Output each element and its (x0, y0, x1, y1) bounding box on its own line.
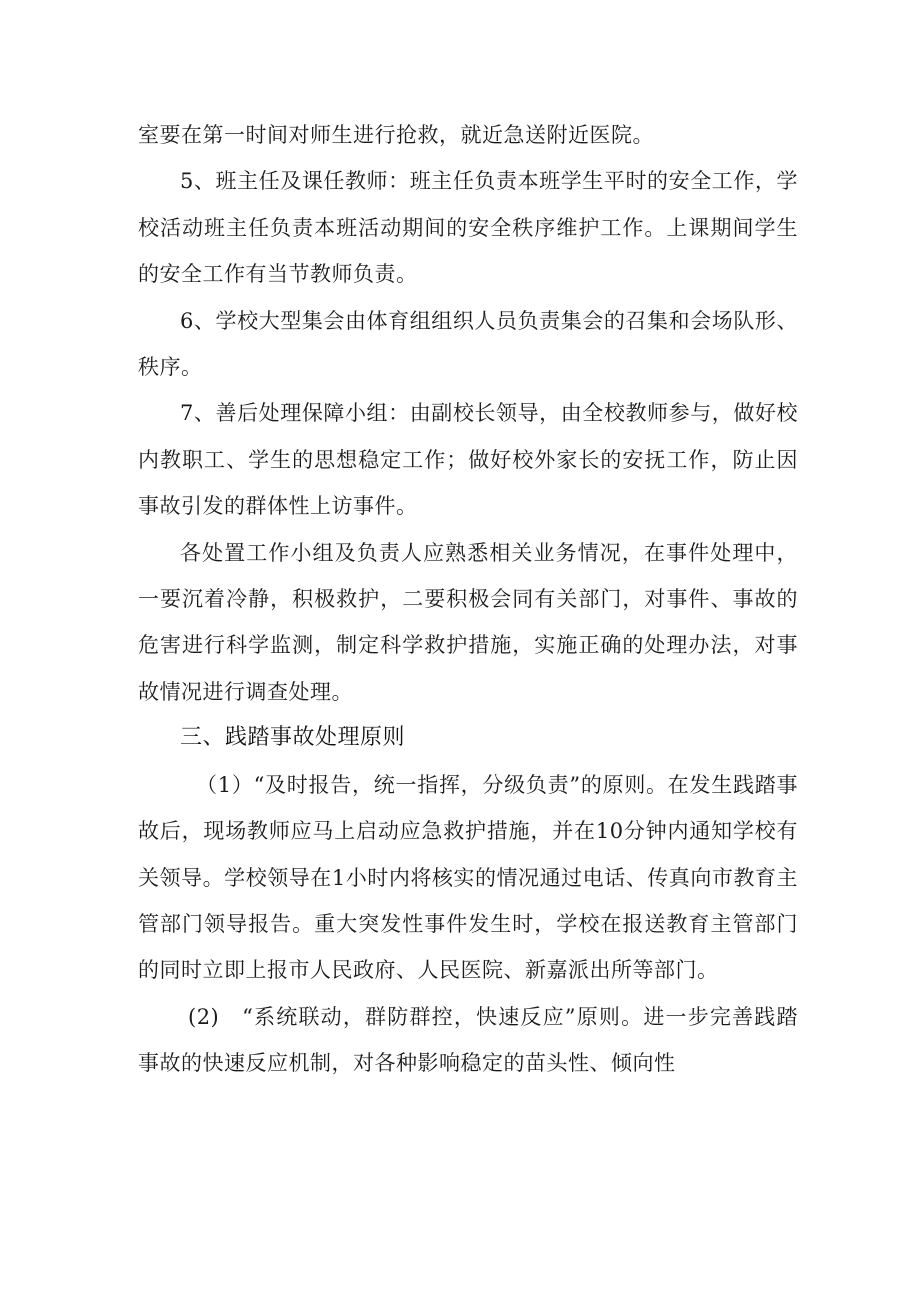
document-body (138, 112, 798, 1087)
paragraph-summary: 各处置工作小组及负责人应熟悉相关业务情况，在事件处理中，一要沉着冷静，积极救护，二要积极会同有关部门，对事件、事故的危害进行科学监测，制定科学救护措施，实施正确的处理办法，对事故情况进行调查处理。 (138, 540, 798, 704)
section-heading: 三、践踏事故处理原则 (180, 725, 406, 751)
paragraph-continuation: 室要在第一时间对师生进行抢救，就近急送附近医院。 (138, 123, 654, 147)
paragraph-item-6: 6、学校大型集会由体育组组织人员负责集会的召集和会场队形、秩序。 (138, 308, 798, 380)
principle-1: （1）“及时报告，统一指挥，分级负责”的原则。在发生践踏事故后，现场教师应马上启动应急救护措施，并在10分钟内通知学校有关领导。学校领导在1小时内将核实的情况通过电话、传真向市教育主管部门领导报告。重大突发性事件发生时，学校在报送教育主管部门的同时立即上报市人民政府、人民医院、新嘉派出所等部门。 (138, 772, 798, 983)
paragraph-item-7: 7、善后处理保障小组：由副校长领导，由全校教师参与，做好校内教职工、学生的思想稳定工作；做好校外家长的安抚工作，防止因事故引发的群体性上访事件。 (138, 401, 798, 519)
principle-2: (2) “系统联动，群防群控，快速反应”原则。进一步完善践踏事故的快速反应机制，对各种影响稳定的苗头性、倾向性 (138, 1004, 798, 1076)
paragraph-item-5: 5、班主任及课任教师：班主任负责本班学生平时的安全工作，学校活动班主任负责本班活动期间的安全秩序维护工作。上课期间学生的安全工作有当节教师负责。 (138, 169, 798, 287)
